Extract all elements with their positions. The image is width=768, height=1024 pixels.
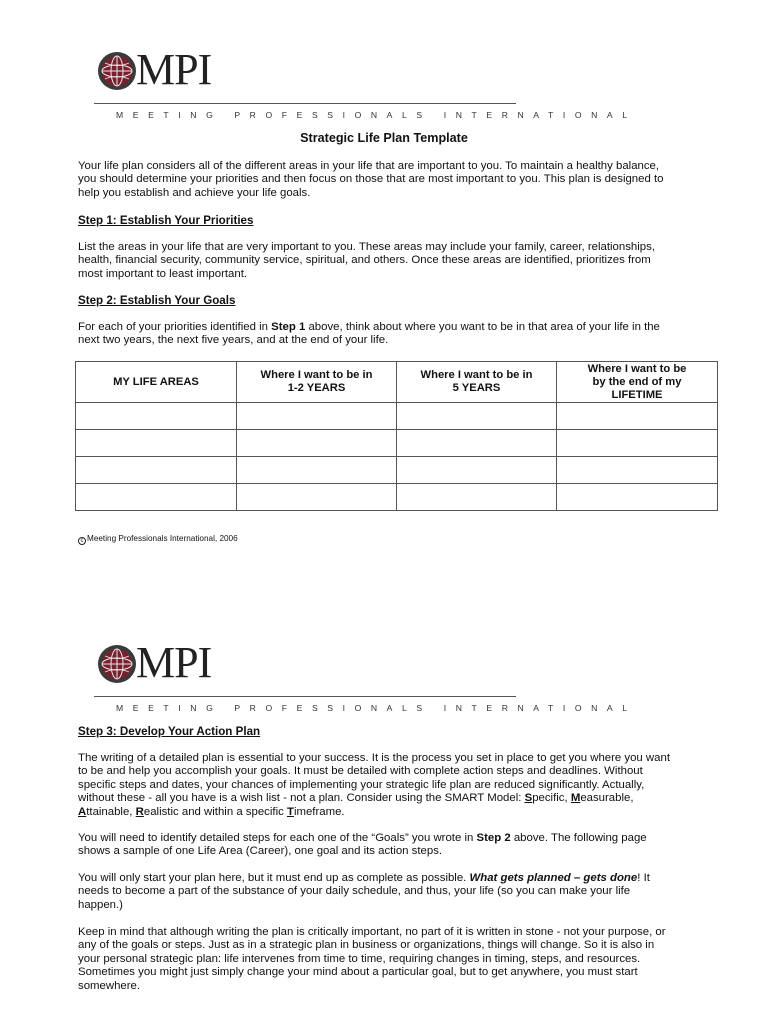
table-cell[interactable] [557,403,718,430]
table-row [76,430,718,457]
table-cell[interactable] [76,484,237,511]
document-title: Strategic Life Plan Template [300,131,468,145]
step1-heading: Step 1: Establish Your Priorities [78,214,254,227]
globe-icon [96,643,138,685]
table-cell[interactable] [237,403,397,430]
step2-paragraph: For each of your priorities identified in Step 1 above, think about where you want to be in that area of your life in the next two years, the next five years, and at the end of your life. [78,321,660,347]
table-cell[interactable] [237,457,397,484]
table-cell[interactable] [557,484,718,511]
globe-icon [96,50,138,92]
mpi-logo-bottom [92,637,637,713]
step3-paragraph-1: The writing of a detailed plan is essential to your success. It is the process you set in place to get you where you want to be and help you accomplish your goals. It must be detailed with complete action steps and deadlines. Without specific steps and dates, your chances of implementing your strategic life plan are reduced significantly. Actually, without these - all you have is a wish list - not a plan. Consider using the SMART Model: Specific, Measurable, Attainable, Realistic and within a specific Timeframe. [78,752,670,818]
table-cell[interactable] [397,430,557,457]
table-cell[interactable] [397,457,557,484]
col-header-lifetime: Where I want to be by the end of my LIFETIME [557,362,718,403]
logo-divider [94,103,516,104]
logo-subtitle: MEETING PROFESSIONALS INTERNATIONAL [116,703,637,713]
mpi-logo-top [92,44,637,120]
step1-paragraph: List the areas in your life that are very important to you. These areas may include your family, career, relationships, health, financial security, community service, spiritual, and others. Once these areas are identified, prioritizes from most important to least important. [78,241,655,280]
table-cell[interactable] [397,403,557,430]
logo-subtitle: MEETING PROFESSIONALS INTERNATIONAL [116,110,637,120]
col-header-life-areas: MY LIFE AREAS [76,362,237,403]
table-cell[interactable] [557,457,718,484]
logo-wordmark: MPI [136,45,212,94]
table-row [76,457,718,484]
table-header-row [76,362,718,403]
step3-heading: Step 3: Develop Your Action Plan [78,725,261,738]
logo-wordmark: MPI [136,638,212,687]
step2-heading: Step 2: Establish Your Goals [78,294,236,307]
table-row [76,484,718,511]
life-goals-table [75,361,718,511]
step3-paragraph-2: You will need to identify detailed steps for each one of the “Goals” you wrote in Step 2 above. The following page shows a sample of one Life Area (Career), one goal and its action steps. [78,832,647,858]
table-cell[interactable] [557,430,718,457]
table-cell[interactable] [76,403,237,430]
table-row [76,403,718,430]
col-header-1-2-years: Where I want to be in 1-2 YEARS [237,362,397,403]
table-cell[interactable] [397,484,557,511]
table-cell[interactable] [76,430,237,457]
table-cell[interactable] [237,484,397,511]
intro-paragraph: Your life plan considers all of the different areas in your life that are important to you. To maintain a healthy balance, you should determine your priorities and then focus on those that are most important to you. This plan is designed to help you establish and achieve your life goals. [78,160,664,199]
copyright-note: c Meeting Professionals International, 2006 [78,532,238,545]
table-cell[interactable] [76,457,237,484]
logo-divider [94,696,516,697]
col-header-5-years: Where I want to be in 5 YEARS [397,362,557,403]
copyright-icon: c [78,537,86,545]
table-cell[interactable] [237,430,397,457]
step3-paragraph-4: Keep in mind that although writing the plan is critically important, no part of it is written in stone - not your purpose, or any of the goals or steps. Just as in a strategic plan in business or organizations, things will change. So it is also in your personal strategic plan: life intervenes from time to time, requiring changes in timing, steps, and resources. Sometimes you might just simply change your mind about a particular goal, but to get anywhere, you must start somewhere. [78,926,666,992]
step3-paragraph-3: You will only start your plan here, but it must end up as complete as possible. What gets planned – gets done! It needs to become a part of the substance of your daily schedule, and thus, your life (so you can make your life happen.) [78,872,650,911]
